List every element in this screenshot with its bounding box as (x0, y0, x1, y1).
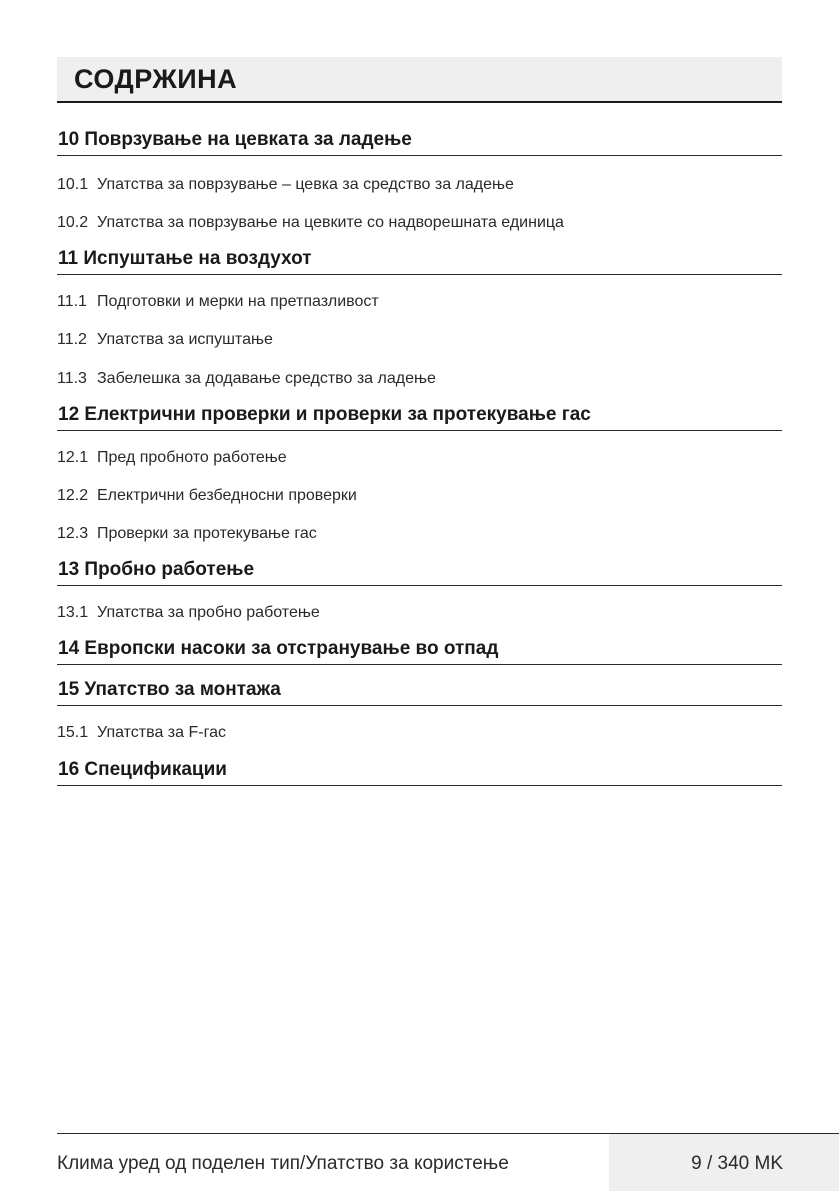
toc-item-11-3[interactable] (57, 370, 782, 392)
toc-item-11-1[interactable] (57, 293, 782, 315)
toc-section-title: 16 Спецификации (58, 759, 227, 780)
toc-section-15[interactable] (57, 677, 782, 706)
toc-section-title: 13 Пробно работење (58, 559, 255, 580)
toc-section-16[interactable] (57, 757, 782, 786)
toc-item-text: Упатства за поврзување – цевка за средство за ладење (97, 176, 514, 193)
toc-item-11-2[interactable] (57, 331, 782, 353)
toc-section-title: 14 Европски насоки за отстранување во отпад (58, 638, 499, 659)
page-header (57, 57, 782, 103)
toc-item-text: Проверки за протекување гас (97, 525, 317, 542)
toc-section-title: 10 Поврзување на цевката за ладење (58, 129, 412, 150)
toc-item-text: Забелешка за додавање средство за ладење (97, 370, 436, 387)
toc-item-number: 12.2 (57, 487, 89, 504)
toc-item-number: 12.3 (57, 525, 89, 542)
toc-item-15-1[interactable] (57, 724, 782, 746)
toc-section-title: 11 Испуштање на воздухот (58, 248, 312, 269)
toc-section-title: 12 Електрични проверки и проверки за протекување гас (58, 404, 591, 425)
toc-item-number: 11.1 (57, 293, 87, 310)
toc-item-text: Електрични безбедносни проверки (97, 487, 357, 504)
toc-item-text: Упатства за F-гас (97, 724, 226, 741)
footer-page-number: 9 / 340 MK (691, 1153, 783, 1174)
toc-item-10-2[interactable] (57, 214, 782, 236)
page-title: СОДРЖИНА (74, 64, 238, 94)
toc-item-number: 15.1 (57, 724, 89, 741)
toc-section-13[interactable] (57, 557, 782, 586)
toc-item-number: 12.1 (57, 449, 89, 466)
footer-document-title: Клима уред од поделен тип/Упатство за користење (57, 1153, 509, 1174)
toc-item-number: 10.2 (57, 214, 89, 231)
toc-section-14[interactable] (57, 636, 782, 665)
toc-item-12-2[interactable] (57, 487, 782, 509)
toc-item-number: 13.1 (57, 604, 89, 621)
toc-item-10-1[interactable] (57, 176, 782, 198)
toc-item-text: Упатства за испуштање (97, 331, 273, 348)
toc-item-text: Упатства за пробно работење (97, 604, 320, 621)
toc-item-text: Пред пробното работење (97, 449, 287, 466)
toc-section-10[interactable] (57, 127, 782, 156)
toc-section-11[interactable] (57, 246, 782, 275)
toc-item-number: 11.3 (57, 370, 87, 387)
toc-item-text: Подготовки и мерки на претпазливост (97, 293, 379, 310)
toc-section-title: 15 Упатство за монтажа (58, 679, 281, 700)
toc-item-12-1[interactable] (57, 449, 782, 471)
toc-item-13-1[interactable] (57, 604, 782, 626)
toc-item-text: Упатства за поврзување на цевките со надворешната единица (97, 214, 564, 231)
toc-item-12-3[interactable] (57, 525, 782, 547)
toc-item-number: 11.2 (57, 331, 87, 348)
toc-item-number: 10.1 (57, 176, 89, 193)
toc-section-12[interactable] (57, 402, 782, 431)
